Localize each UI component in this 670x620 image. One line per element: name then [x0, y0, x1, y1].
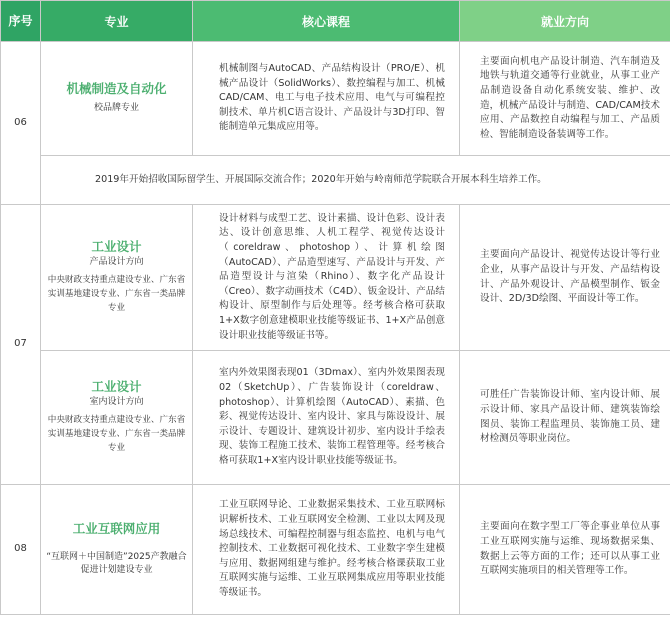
major-name: 工业设计	[91, 238, 142, 254]
course-cell: 设计材料与成型工艺、设计素描、设计色彩、设计表达、设计创意思维、人机工程学、视觉传达设计（coreldraw、photoshop）、计算机绘图（AutoCAD）、产品造型速写、产品设计与开发、产品造型设计与渲染（Rhino）、数字化产品设计（Creo）、数字动画技术（C4D）、钣金设计、产品结构设计、原型制作与后处理等。经考核合格可获取1+X数字创意建模职业技能等级证书、1+X产品创意设计职业技能等级证书等。	[193, 205, 460, 351]
job-cell: 主要面向在数字型工厂等企事业单位从事工业互联网实施与运维、现场数据采集、数据上云等方面的工作；还可以从事工业互联网实施项目的相关管理等工作。	[460, 485, 670, 615]
major-tag: 中央财政支持重点建设专业、广东省实训基地建设专业、广东省一类品牌专业	[47, 275, 186, 314]
major-cell	[41, 42, 193, 156]
header-course: 核心课程	[193, 1, 460, 42]
note-cell: 2019年开始招收国际留学生、开展国际交流合作；2020年开始与岭南师范学院联合开展本科生培养工作。	[41, 156, 670, 205]
table-row	[1, 351, 670, 485]
header-no: 序号	[1, 1, 41, 42]
row-number: 07	[1, 205, 41, 485]
major-cell	[41, 205, 193, 351]
job-cell: 主要面向机电产品设计制造、汽车制造及地铁与轨道交通等行业就业，从事工业产品制造设备自动化系统安装、维护、改造，机械产品设计与制造、CAD/CAM技术应用、产品数控自动编程与加工、产品质检、智能制造设备装调等工作。	[460, 42, 670, 156]
table-row	[1, 205, 670, 351]
header-job: 就业方向	[460, 1, 670, 42]
major-name: 机械制造及自动化	[66, 80, 167, 96]
major-tag: “互联网＋中国制造”2025产教融合促进计划建设专业	[46, 551, 187, 575]
row-number: 08	[1, 485, 41, 615]
table-header-row	[1, 1, 670, 42]
header-major: 专业	[41, 1, 193, 42]
job-cell: 主要面向产品设计、视觉传达设计等行业企业，从事产品设计与开发、产品结构设计、产品外观设计、产品模型制作、钣金设计、2D/3D绘图、平面设计等工作。	[460, 205, 670, 351]
major-name: 工业互联网应用	[72, 521, 161, 537]
job-cell: 可胜任广告装饰设计师、室内设计师、展示设计师、家具产品设计师、建筑装饰绘图员、装饰工程监理员、装饰施工员、建材检测员等职业岗位。	[460, 351, 670, 485]
table-row	[1, 485, 670, 615]
major-cell	[41, 485, 193, 615]
row-number: 06	[1, 42, 41, 205]
table-row-note	[1, 156, 670, 205]
major-tag: 中央财政支持重点建设专业、广东省实训基地建设专业、广东省一类品牌专业	[47, 415, 186, 454]
major-cell	[41, 351, 193, 485]
course-cell: 工业互联网导论、工业数据采集技术、工业互联网标识解析技术、工业互联网安全检测、工业以太网及现场总线技术、可编程控制器与组态监控、电机与电气控制技术、工业数据可视化技术、工业数字孪生建模与应用、数据网组建与维护。经考核合格课获取工业互联网实施与运维、工业互联网集成应用等职业技能等级证书。	[193, 485, 460, 615]
major-name: 工业设计	[91, 378, 142, 394]
course-cell: 室内外效果图表现01（3Dmax）、室内外效果图表现02（SketchUp）、广告装饰设计（coreldraw、photoshop）、计算机绘图（AutoCAD）、素描、色彩、视觉传达设计、室内设计、家具与陈设设计、展示设计、专题设计、建筑设计初步、室内设计手绘表现、装饰工程施工技术、装饰工程管理等。经考核合格可获取1+X室内设计职业技能等级证书。	[193, 351, 460, 485]
major-tag: 校品牌专业	[93, 103, 139, 114]
table-row	[1, 42, 670, 156]
course-cell: 机械制图与AutoCAD、产品结构设计（PRO/E）、机械产品设计（SolidWorks）、数控编程与加工、机械CAD/CAM、电工与电子技术应用、电气与可编程控制技术、单片机C语言设计、产品设计与3D打印、智能制造单元集成应用等。	[193, 42, 460, 156]
major-direction: 产品设计方向	[89, 257, 144, 268]
major-direction: 室内设计方向	[89, 397, 144, 408]
